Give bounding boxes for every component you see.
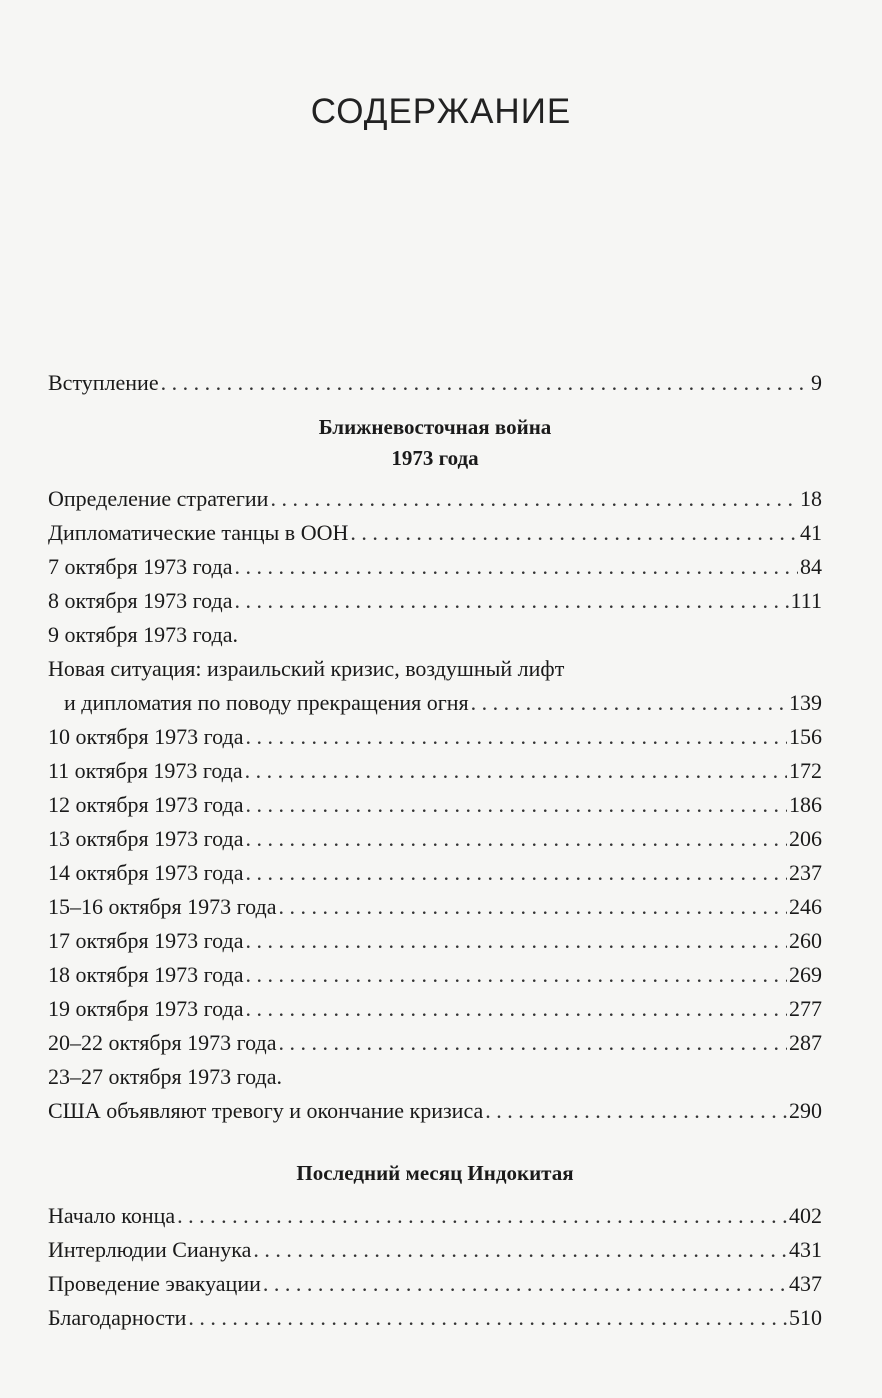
toc-entry-page: 186 <box>789 792 822 817</box>
toc-entry-page: 84 <box>800 554 822 579</box>
dot-leader <box>161 366 809 400</box>
toc-entry-page: 9 <box>811 370 822 395</box>
toc-entry[interactable] <box>48 924 822 958</box>
dot-leader <box>177 1199 787 1233</box>
toc-entry-intro[interactable] <box>48 366 822 400</box>
dot-leader <box>245 856 787 890</box>
toc-entry-page: 277 <box>789 996 822 1021</box>
toc-entry-title: Интерлюдии Сианука <box>48 1237 252 1262</box>
section-heading-middle-east-war <box>48 412 822 474</box>
section-heading-line: 1973 года <box>391 446 479 470</box>
section-heading-indochina: Последний месяц Индокитая <box>296 1161 574 1185</box>
toc-entry-oct9[interactable] <box>48 618 822 720</box>
table-of-contents <box>48 366 822 1335</box>
toc-entry-page: 156 <box>789 724 822 749</box>
toc-entry[interactable] <box>48 890 822 924</box>
page-title: СОДЕРЖАНИЕ <box>310 92 572 131</box>
dot-leader <box>471 686 787 720</box>
dot-leader <box>188 1301 787 1335</box>
toc-entry-page: 437 <box>789 1271 822 1296</box>
dot-leader <box>245 822 787 856</box>
toc-entry[interactable] <box>48 516 822 550</box>
toc-entry-title: 8 октября 1973 года <box>48 588 233 613</box>
toc-entry-title: 11 октября 1973 года <box>48 758 243 783</box>
toc-entry[interactable] <box>48 584 822 618</box>
dot-leader <box>350 516 798 550</box>
toc-entry-title: 23–27 октября 1973 года. <box>48 1064 282 1089</box>
toc-entry-page: 139 <box>789 690 822 715</box>
toc-entry[interactable] <box>48 1233 822 1267</box>
section-heading-line: Ближневосточная война <box>318 415 552 439</box>
toc-entry-title: Проведение эвакуации <box>48 1271 261 1296</box>
toc-entry-title: Определение стратегии <box>48 486 269 511</box>
toc-entry-page: 402 <box>789 1203 822 1228</box>
toc-entry[interactable] <box>48 788 822 822</box>
toc-entry-page: 41 <box>800 520 822 545</box>
toc-entry[interactable] <box>48 958 822 992</box>
toc-entry-title: Благодарности <box>48 1305 187 1330</box>
toc-entry[interactable] <box>48 1267 822 1301</box>
dot-leader <box>278 1026 787 1060</box>
toc-entry-subtitle: и дипломатия по поводу прекращения огня <box>64 690 469 715</box>
toc-entry-page: 237 <box>789 860 822 885</box>
toc-entry[interactable] <box>48 992 822 1026</box>
toc-entry-page: 246 <box>789 894 822 919</box>
toc-entry[interactable] <box>48 550 822 584</box>
dot-leader <box>253 1233 787 1267</box>
dot-leader <box>245 958 787 992</box>
dot-leader <box>245 788 787 822</box>
toc-entry-title: 7 октября 1973 года <box>48 554 233 579</box>
toc-entry-page: 510 <box>789 1305 822 1330</box>
toc-entry-page: 290 <box>789 1098 822 1123</box>
toc-entry-title: 17 октября 1973 года <box>48 928 244 953</box>
dot-leader <box>245 992 787 1026</box>
dot-leader <box>245 754 787 788</box>
dot-leader <box>278 890 787 924</box>
dot-leader <box>270 482 798 516</box>
toc-entry-page: 287 <box>789 1030 822 1055</box>
toc-entry-subtitle: Новая ситуация: израильский кризис, воздушный лифт <box>48 656 565 681</box>
toc-entry-page: 260 <box>789 928 822 953</box>
toc-entry-page: 269 <box>789 962 822 987</box>
toc-entry-page: 111 <box>790 588 822 613</box>
toc-entry-thanks[interactable] <box>48 1301 822 1335</box>
toc-entry-title: 13 октября 1973 года <box>48 826 244 851</box>
toc-entry-page: 172 <box>789 758 822 783</box>
toc-entry-title: 14 октября 1973 года <box>48 860 244 885</box>
toc-entry-title: 15–16 октября 1973 года <box>48 894 277 919</box>
toc-entry[interactable] <box>48 754 822 788</box>
toc-entry-title: Начало конца <box>48 1203 176 1228</box>
dot-leader <box>245 720 787 754</box>
toc-entry[interactable] <box>48 1199 822 1233</box>
toc-entry-title: 12 октября 1973 года <box>48 792 244 817</box>
toc-entry-title: Вступление <box>48 370 159 395</box>
dot-leader <box>245 924 787 958</box>
dot-leader <box>234 550 798 584</box>
toc-entry-title: 9 октября 1973 года. <box>48 622 238 647</box>
dot-leader <box>234 584 788 618</box>
toc-entry-page: 431 <box>789 1237 822 1262</box>
toc-entry-title: 18 октября 1973 года <box>48 962 244 987</box>
dot-leader <box>263 1267 787 1301</box>
toc-entry[interactable] <box>48 720 822 754</box>
toc-entry-page: 206 <box>789 826 822 851</box>
toc-entry-title: 20–22 октября 1973 года <box>48 1030 277 1055</box>
toc-entry-title: 19 октября 1973 года <box>48 996 244 1021</box>
toc-entry-title: 10 октября 1973 года <box>48 724 244 749</box>
toc-entry[interactable] <box>48 1026 822 1060</box>
toc-entry[interactable] <box>48 482 822 516</box>
toc-entry-subtitle: США объявляют тревогу и окончание кризиса <box>48 1098 484 1123</box>
toc-entry[interactable] <box>48 822 822 856</box>
toc-entry-title: Дипломатические танцы в ООН <box>48 520 349 545</box>
toc-entry[interactable] <box>48 856 822 890</box>
dot-leader <box>485 1094 787 1128</box>
toc-entry-page: 18 <box>800 486 822 511</box>
toc-entry-oct23[interactable] <box>48 1060 822 1128</box>
